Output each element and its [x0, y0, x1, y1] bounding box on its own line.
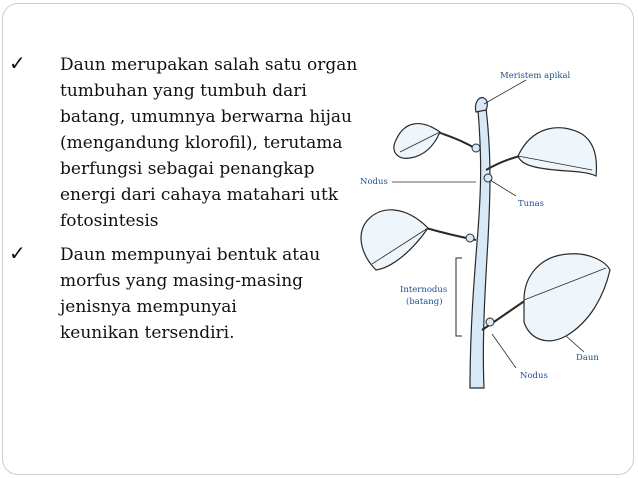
- internode-bracket: [456, 258, 462, 336]
- label-nodus-bottom: Nodus: [520, 371, 548, 381]
- label-leader: [490, 180, 516, 196]
- axillary-bud: [466, 234, 474, 242]
- bullet-line: berfungsi sebagai penangkap: [60, 159, 315, 179]
- label-leader: [484, 80, 526, 104]
- bullet-line: jenisnya mempunyai: [60, 297, 237, 317]
- apical-meristem-bud: [475, 98, 487, 112]
- leaf: [524, 254, 610, 341]
- leaf: [361, 210, 428, 270]
- axillary-bud: [486, 318, 494, 326]
- bullet-line: (mengandung klorofil), terutama: [60, 133, 343, 153]
- label-meristem-apikal: Meristem apikal: [500, 71, 571, 81]
- bullet-line: tumbuhan yang tumbuh dari: [60, 81, 307, 101]
- leaf: [394, 124, 440, 159]
- leaf-petiole: [486, 156, 520, 170]
- bullet-line: Daun mempunyai bentuk atau: [60, 245, 321, 265]
- bullet-line: energi dari cahaya matahari utk: [60, 185, 339, 205]
- label-nodus-top: Nodus: [360, 177, 388, 187]
- label-leader: [492, 334, 516, 368]
- label-leader: [566, 336, 584, 352]
- label-tunas: Tunas: [518, 199, 545, 209]
- bullet-line: keunikan tersendiri.: [60, 323, 235, 343]
- bullet-line: fotosintesis: [60, 211, 159, 231]
- label-internodus: Internodus: [400, 285, 448, 295]
- label-daun: Daun: [576, 353, 599, 363]
- bullet-line: Daun merupakan salah satu organ: [60, 55, 358, 75]
- checkmark-icon: ✓: [9, 51, 26, 75]
- checkmark-icon: ✓: [9, 241, 26, 265]
- axillary-bud: [472, 144, 480, 152]
- bullet-line: batang, umumnya berwarna hijau: [60, 107, 352, 127]
- bullet-line: morfus yang masing-masing: [60, 271, 304, 291]
- label-batang: (batang): [406, 297, 443, 307]
